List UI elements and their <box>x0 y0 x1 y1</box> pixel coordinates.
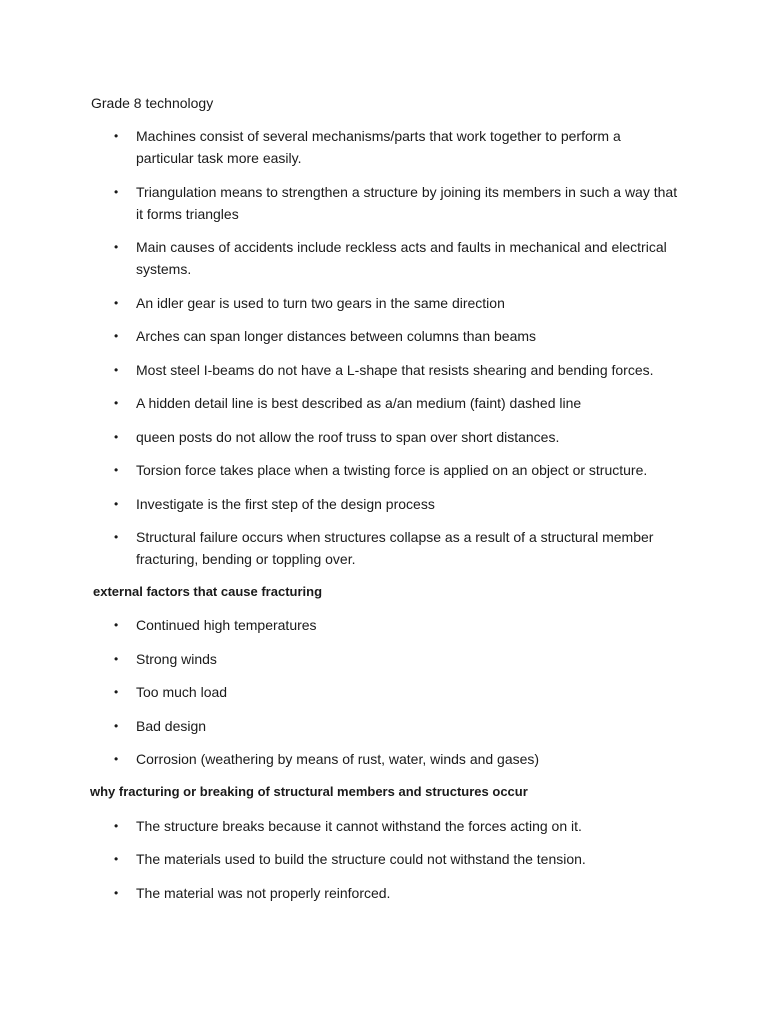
document-title: Grade 8 technology <box>91 95 214 111</box>
bullet-icon: • <box>114 129 119 143</box>
list-item <box>114 648 681 670</box>
list-item <box>114 748 681 770</box>
list-item-text: Main causes of accidents include reckless acts and faults in mechanical and electrical systems. <box>136 239 667 277</box>
list-item-text: Too much load <box>136 684 228 700</box>
list-item <box>114 181 681 225</box>
bullet-icon: • <box>114 329 119 343</box>
bullet-icon: • <box>114 240 119 254</box>
list-item-text: Triangulation means to strengthen a structure by joining its members in such a way that it forms triangles <box>136 184 678 222</box>
list-item <box>114 526 681 570</box>
bullet-icon: • <box>114 685 119 699</box>
list-item <box>114 292 681 314</box>
list-item-text: Torsion force takes place when a twisting force is applied on an object or structure. <box>136 462 648 478</box>
bullet-icon: • <box>114 819 119 833</box>
list-item <box>114 848 681 870</box>
list-item <box>114 426 681 448</box>
list-item-text: Investigate is the first step of the design process <box>136 496 435 512</box>
list-item <box>114 125 681 169</box>
list-item <box>114 392 681 414</box>
list-item-text: An idler gear is used to turn two gears in the same direction <box>136 295 505 311</box>
list-item-text: Bad design <box>136 718 207 734</box>
bullet-icon: • <box>114 752 119 766</box>
bullet-icon: • <box>114 363 119 377</box>
bullet-icon: • <box>114 652 119 666</box>
bullet-icon: • <box>114 852 119 866</box>
list-item <box>114 681 681 703</box>
section-heading-external-factors: external factors that cause fracturing <box>93 584 323 599</box>
bullet-icon: • <box>114 296 119 310</box>
list-item-text: Continued high temperatures <box>136 617 317 633</box>
list-item-text: Most steel I-beams do not have a L-shape that resists shearing and bending forces. <box>136 362 654 378</box>
list-item <box>114 715 681 737</box>
list-item <box>114 493 681 515</box>
list-item-text: Strong winds <box>136 651 217 667</box>
bullet-icon: • <box>114 497 119 511</box>
section-heading-why-fracturing: why fracturing or breaking of structural members and structures occur <box>90 784 528 799</box>
list-item-text: The material was not properly reinforced. <box>136 885 391 901</box>
list-item-text: Machines consist of several mechanisms/parts that work together to perform a particular task more easily. <box>136 128 621 166</box>
bullet-icon: • <box>114 719 119 733</box>
list-item-text: The structure breaks because it cannot withstand the forces acting on it. <box>136 818 582 834</box>
bullet-icon: • <box>114 430 119 444</box>
bullet-icon: • <box>114 463 119 477</box>
list-item <box>114 882 681 904</box>
list-item-text: Arches can span longer distances between columns than beams <box>136 328 537 344</box>
list-item <box>114 236 681 280</box>
bullet-icon: • <box>114 185 119 199</box>
list-item-text: A hidden detail line is best described as a/an medium (faint) dashed line <box>136 395 582 411</box>
bullet-icon: • <box>114 618 119 632</box>
list-item <box>114 325 681 347</box>
list-item-text: Structural failure occurs when structures collapse as a result of a structural member fracturing, bending or toppling over. <box>136 529 654 567</box>
list-item <box>114 815 681 837</box>
list-item <box>114 614 681 636</box>
bullet-icon: • <box>114 530 119 544</box>
list-item <box>114 459 681 481</box>
bullet-icon: • <box>114 886 119 900</box>
list-item <box>114 359 681 381</box>
list-item-text: queen posts do not allow the roof truss to span over short distances. <box>136 429 560 445</box>
list-item-text: The materials used to build the structure could not withstand the tension. <box>136 851 586 867</box>
bullet-icon: • <box>114 396 119 410</box>
list-item-text: Corrosion (weathering by means of rust, water, winds and gases) <box>136 751 540 767</box>
